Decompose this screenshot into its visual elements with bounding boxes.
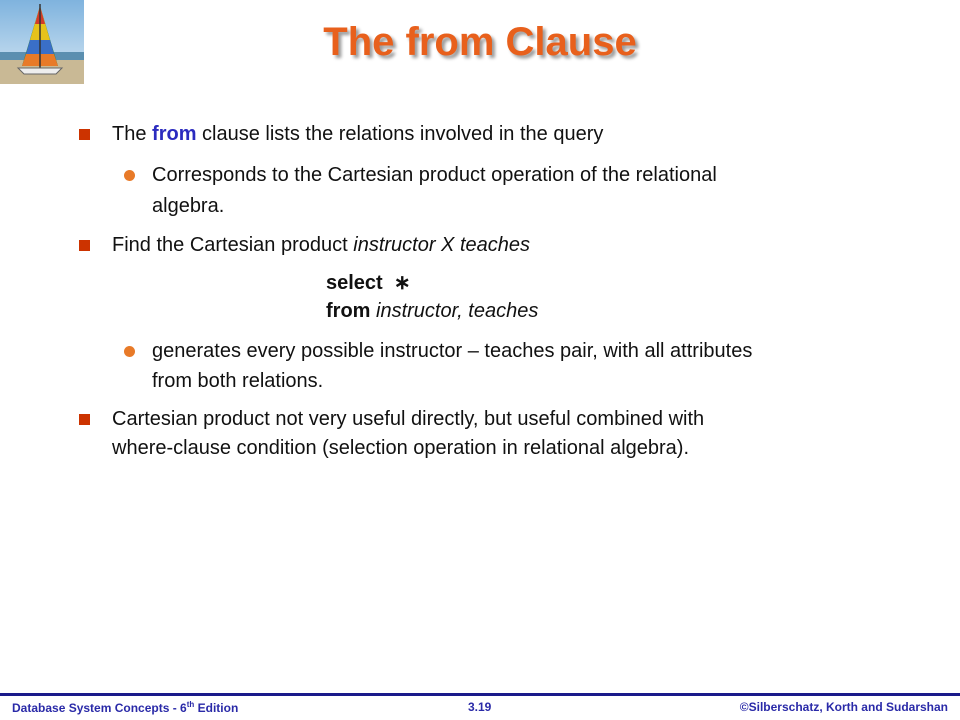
footer-book-text: Database System Concepts - 6 (12, 701, 187, 715)
keyword-select: select (326, 272, 383, 294)
round-bullet-icon (124, 170, 135, 181)
bullet-text: The (112, 123, 153, 145)
keyword-from: from (152, 123, 197, 145)
footer-divider (0, 693, 960, 696)
subbullet-cartesian-line2: algebra. (152, 195, 225, 217)
footer-copyright: ©Silberschatz, Korth and Sudarshan (739, 700, 948, 714)
square-bullet-icon (79, 414, 90, 425)
bullet-find-product (112, 231, 530, 259)
keyword-from: from (326, 300, 371, 322)
footer-book-title (12, 700, 238, 715)
slide-title: The from Clause (323, 20, 637, 64)
bullet-from-clause (112, 120, 603, 148)
query-select-line (326, 269, 411, 297)
italic-text: instructor X teaches (353, 234, 530, 256)
square-bullet-icon (79, 240, 90, 251)
bullet-cartesian-useful-line1: Cartesian product not very useful directly, but useful combined with (112, 408, 705, 430)
relations-text: instructor, teaches (370, 300, 539, 322)
query-from-line (326, 297, 538, 325)
subbullet-cartesian-line1: Corresponds to the Cartesian product operation of the relational (152, 164, 717, 186)
footer-book-end: Edition (194, 701, 239, 715)
bullet-cartesian-useful-line2: where-clause condition (selection operation in relational algebra). (112, 437, 690, 459)
round-bullet-icon (124, 346, 135, 357)
bullet-text: Find the Cartesian product (112, 234, 354, 256)
footer-book-sup: th (186, 700, 195, 709)
subbullet-generates-line1: generates every possible instructor – teaches pair, with all attributes (152, 340, 753, 362)
star-symbol: ∗ (393, 272, 411, 294)
square-bullet-icon (79, 129, 90, 140)
subbullet-generates-line2: from both relations. (152, 370, 324, 392)
footer-page-number: 3.19 (468, 700, 492, 714)
bullet-text: clause lists the relations involved in the query (196, 123, 604, 145)
